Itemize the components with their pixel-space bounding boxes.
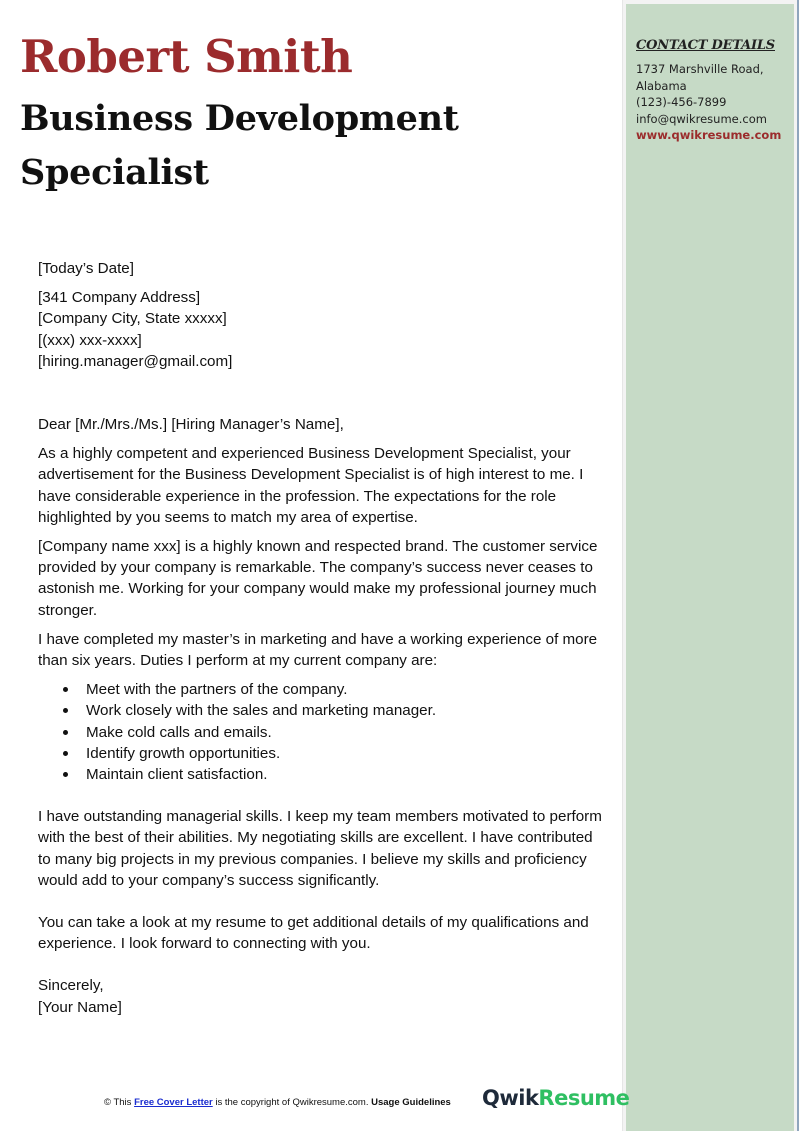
contact-sidebar [626, 4, 794, 1131]
letter-header [20, 26, 610, 200]
paragraph-intro: As a highly competent and experienced Business Development Specialist, your advertisement for the Business Development Specialist is of high interest to me. I have considerable experience in the profession. The expectations for the role highlighted by you seems to match my area of expertise. [38, 445, 584, 526]
paragraph-skills: I have outstanding managerial skills. I keep my team members motivated to perform with the best of their abilities. My negotiating skills are excellent. I have contributed to many big projects in my previous companies. I believe my skills and proficiency would add to your company’s success significantly. [38, 808, 602, 889]
letter-date: [Today’s Date] [38, 260, 134, 277]
job-title [20, 92, 610, 200]
contact-address-line2: Alabama [636, 78, 687, 93]
list-item: Make cold calls and emails. [38, 722, 603, 743]
contact-address-line1: 1737 Marshville Road, [636, 62, 764, 76]
contact-heading: CONTACT DETAILS [636, 38, 775, 53]
usage-guidelines-link[interactable]: Usage Guidelines [371, 1096, 451, 1108]
duties-list [38, 679, 603, 785]
page-right-border [797, 0, 799, 1131]
copyright-notice: © This Free Cover Letter is the copyright of Qwikresume.com. Usage Guidelines [104, 1096, 451, 1108]
closing: Sincerely, [38, 977, 104, 995]
contact-phone: (123)-456-7899 [636, 95, 727, 109]
list-item: Maintain client satisfaction. [38, 764, 603, 785]
paragraph-company: [Company name xxx] is a highly known and respected brand. The customer service provided by your company is remarkable. The company’s success never ceases to astonish me. Working for your company would make my professional journey much stronger. [38, 538, 598, 619]
recipient-city-state: [Company City, State xxxxx] [38, 310, 227, 328]
recipient-phone: [(xxx) xxx-xxxx] [38, 331, 142, 349]
qwikresume-logo[interactable]: QwikResume [482, 1086, 630, 1110]
recipient-email: [hiring.manager@gmail.com] [38, 352, 233, 370]
signature: [Your Name] [38, 998, 122, 1016]
list-item: Meet with the partners of the company. [38, 679, 603, 700]
copyright-icon: © [104, 1096, 111, 1108]
list-item: Identify growth opportunities. [38, 743, 603, 764]
list-item: Work closely with the sales and marketing manager. [38, 700, 603, 721]
contact-email[interactable]: info@qwikresume.com [636, 111, 767, 126]
free-cover-letter-link[interactable]: Free Cover Letter [134, 1096, 213, 1108]
letter-body [38, 258, 603, 1018]
page-footer [104, 1086, 630, 1114]
recipient-address: [341 Company Address] [38, 289, 201, 307]
job-title-line1: Business Development [20, 98, 459, 139]
contact-website[interactable]: www.qwikresume.com [636, 128, 782, 142]
applicant-name: Robert Smith [20, 30, 353, 83]
paragraph-closing: You can take a look at my resume to get additional details of my qualifications and experience. I look forward to connecting with you. [38, 914, 589, 953]
salutation: Dear [Mr./Mrs./Ms.] [Hiring Manager’s Name], [38, 416, 344, 434]
paragraph-experience: I have completed my master’s in marketing and have a working experience of more than six years. Duties I perform at my current company are: [38, 630, 598, 670]
job-title-line2: Specialist [20, 152, 209, 193]
